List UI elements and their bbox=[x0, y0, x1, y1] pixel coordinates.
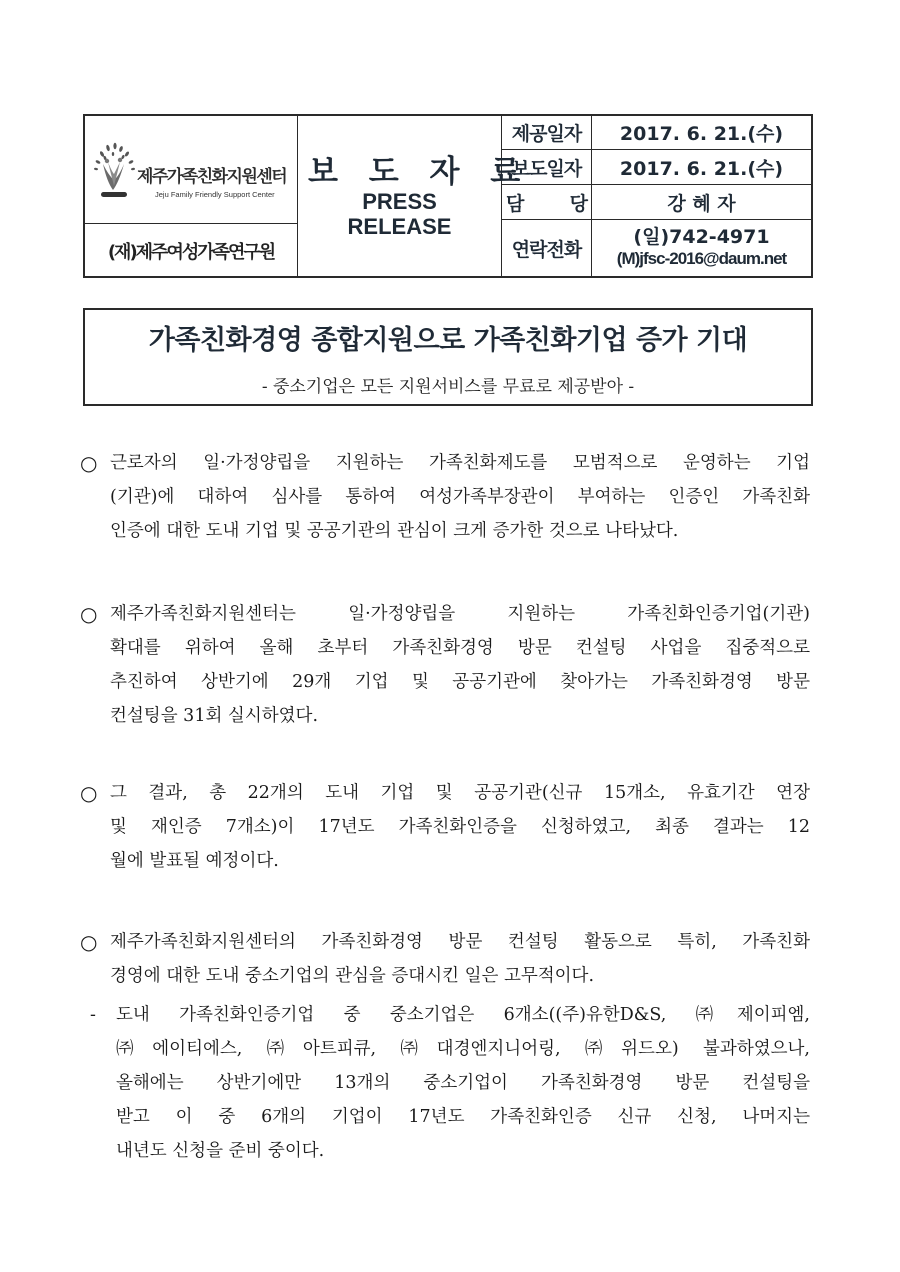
parent-org-name: (재)제주여성가족연구원 bbox=[107, 242, 275, 263]
paragraph-2 bbox=[80, 597, 810, 733]
paragraph-line: 컨설팅을 31회 실시하였다. bbox=[110, 706, 319, 726]
info-value: 2017. 6. 21.(수) bbox=[619, 123, 784, 145]
paragraph-line: (기관)에 대하여 심사를 통하여 여성가족부장관이 부여하는 인증인 가족친화 bbox=[110, 487, 810, 507]
email-address: (M)jfsc-2016@daum.net bbox=[616, 249, 787, 268]
info-label bbox=[502, 185, 592, 219]
paragraph-4 bbox=[80, 925, 810, 993]
paragraph-line: 추진하여 상반기에 29개 기업 및 공공기관에 찾아가는 가족친화경영 방문 bbox=[110, 672, 810, 692]
paragraph-line: 및 재인증 7개소)이 17년도 가족친화인증을 신청하였고, 최종 결과는 12 bbox=[110, 817, 810, 837]
info-row-provided-date bbox=[502, 116, 811, 150]
sub-item-line: ㈜에이티에스, ㈜아트피큐, ㈜대경엔지니어링, ㈜위드오) 불과하였으나, bbox=[116, 1039, 810, 1059]
bullet-circle: ○ bbox=[80, 602, 98, 626]
sub-item-line: 받고 이 중 6개의 기업이 17년도 가족친화인증 신규 신청, 나머지는 bbox=[116, 1107, 810, 1127]
info-label-left: 담 bbox=[506, 192, 524, 215]
bullet-circle: ○ bbox=[80, 451, 98, 475]
family-tree-icon bbox=[93, 142, 135, 202]
info-label: 제공일자 bbox=[502, 116, 592, 149]
info-value bbox=[592, 220, 811, 276]
info-row-contact-person bbox=[502, 185, 811, 220]
paragraph-line: 경영에 대한 도내 중소기업의 관심을 증대시킨 일은 고무적이다. bbox=[110, 966, 595, 986]
paragraph-1 bbox=[80, 446, 810, 548]
org-name-english: Jeju Family Friendly Support Center bbox=[155, 190, 275, 199]
bullet-circle: ○ bbox=[80, 930, 98, 954]
doc-type-column bbox=[298, 116, 531, 276]
paragraph-line: 제주가족친화지원센터의 가족친화경영 방문 컨설팅 활동으로 특히, 가족친화 bbox=[110, 932, 810, 952]
info-row-contact-phone bbox=[502, 220, 811, 276]
doc-type-english bbox=[298, 189, 501, 239]
logo-column bbox=[85, 116, 298, 276]
paragraph-line: 그 결과, 총 22개의 도내 기업 및 공공기관(신규 15개소, 유효기간 연장 bbox=[110, 783, 810, 803]
info-grid bbox=[502, 116, 811, 276]
paragraph-line: 월에 발표될 예정이다. bbox=[110, 851, 279, 871]
sub-item-1 bbox=[90, 998, 810, 1168]
parent-org-block bbox=[85, 224, 297, 278]
phone-number: (일)742-4971 bbox=[633, 226, 770, 248]
press-release-header-table bbox=[83, 114, 813, 278]
paragraph-line: 제주가족친화지원센터는 일·가정양립을 지원하는 가족친화인증기업(기관) bbox=[110, 604, 810, 624]
info-value: 강 혜 자 bbox=[667, 192, 736, 215]
org-name: 제주가족친화지원센터 bbox=[137, 167, 287, 187]
headline-box bbox=[83, 308, 813, 406]
headline-title: 가족친화경영 종합지원으로 가족친화기업 증가 기대 bbox=[148, 325, 748, 356]
info-value: 2017. 6. 21.(수) bbox=[619, 157, 784, 180]
paragraph-3 bbox=[80, 776, 810, 878]
doc-type-english-line-1: PRESS bbox=[362, 189, 437, 214]
sub-item-line: 도내 가족친화인증기업 중 중소기업은 6개소((주)유한D&S, ㈜제이피엠, bbox=[116, 1005, 810, 1025]
info-row-release-date bbox=[502, 150, 811, 185]
info-label: 보도일자 bbox=[502, 150, 592, 184]
doc-type-korean: 보 도 자 료 bbox=[308, 154, 531, 190]
info-label: 연락전화 bbox=[502, 220, 592, 276]
doc-type-english-line-2: RELEASE bbox=[347, 214, 452, 239]
paragraph-line: 인증에 대한 도내 기업 및 공공기관의 관심이 크게 증가한 것으로 나타났다. bbox=[110, 521, 679, 541]
headline-subtitle: - 중소기업은 모든 지원서비스를 무료로 제공받아 - bbox=[261, 377, 635, 397]
sub-item-line: 올해에는 상반기에만 13개의 중소기업이 가족친화경영 방문 컨설팅을 bbox=[116, 1073, 810, 1093]
paragraph-line: 근로자의 일·가정양립을 지원하는 가족친화제도를 모범적으로 운영하는 기업 bbox=[110, 453, 810, 473]
logo-block bbox=[85, 116, 297, 224]
sub-item-line: 내년도 신청을 준비 중이다. bbox=[116, 1141, 325, 1161]
bullet-circle: ○ bbox=[80, 781, 98, 805]
dash-marker: - bbox=[90, 1005, 96, 1025]
paragraph-line: 확대를 위하여 올해 초부터 가족친화경영 방문 컨설팅 사업을 집중적으로 bbox=[110, 638, 810, 658]
info-label-right: 당 bbox=[569, 192, 587, 215]
